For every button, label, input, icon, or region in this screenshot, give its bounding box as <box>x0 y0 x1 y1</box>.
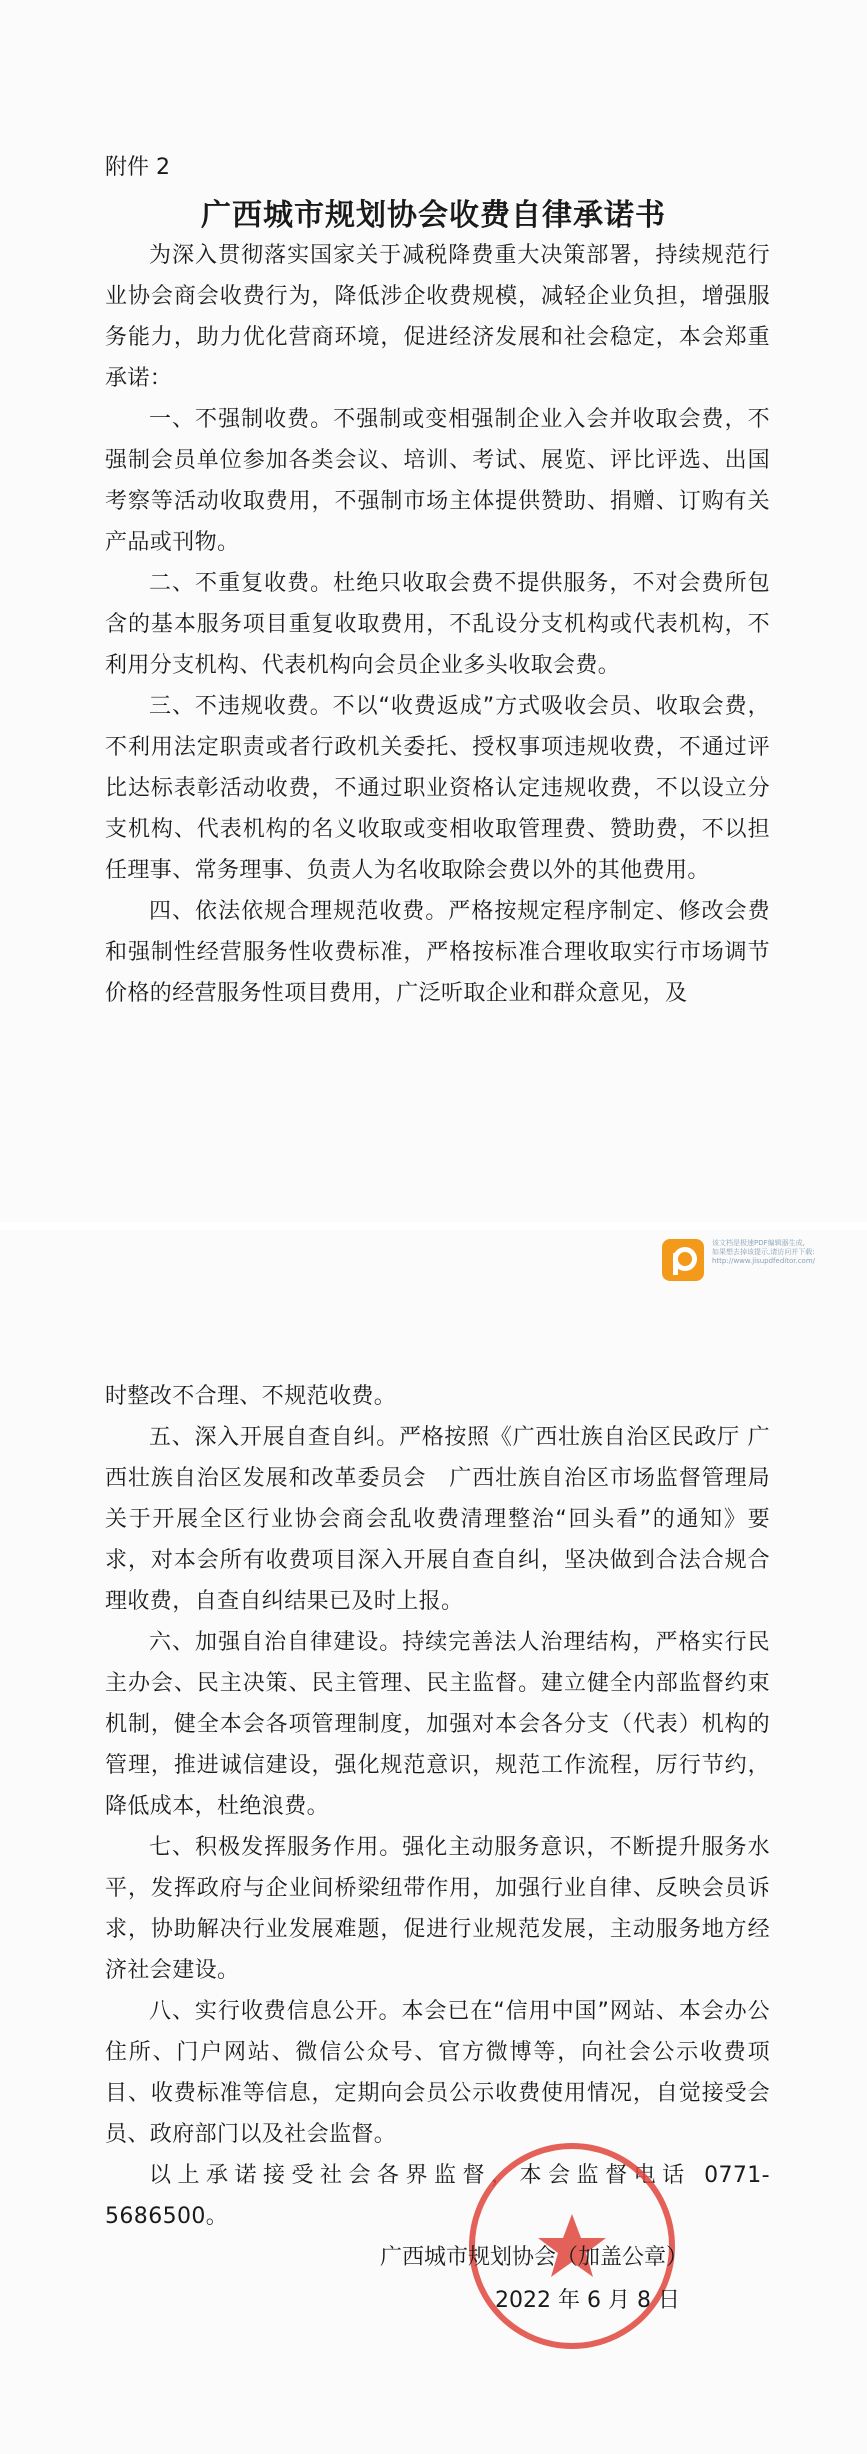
commitment-7: 七、积极发挥服务作用。强化主动服务意识，不断提升服务水平，发挥政府与企业间桥梁纽带作用，加强行业自律、反映会员诉求，协助解决行业发展难题，促进行业规范发展，主动服务地方经济社会建设。 <box>105 1835 770 1983</box>
commitment-6: 六、加强自治自律建设。持续完善法人治理结构，严格实行民主办会、民主决策、民主管理、民主监督。建立健全内部监督约束机制，健全本会各项管理制度，加强对本会各分支（代表）机构的管理，推进诚信建设，强化规范意识，规范工作流程，厉行节约，降低成本，杜绝浪费。 <box>105 1630 770 1819</box>
intro-paragraph: 为深入贯彻落实国家关于减税降费重大决策部署，持续规范行业协会商会收费行为，降低涉企收费规模，减轻企业负担，增强服务能力，助力优化营商环境，促进经济发展和社会稳定，本会郑重承诺： <box>105 243 770 391</box>
document-title: 广西城市规划协会收费自律承诺书 <box>201 198 666 233</box>
attachment-label: 附件 2 <box>105 155 170 180</box>
watermark-line-3: http://www.jisupdfeditor.com/ <box>712 1257 816 1265</box>
pdf-editor-logo-icon <box>662 1239 704 1281</box>
document-page-1 <box>0 0 867 1223</box>
commitment-3: 三、不违规收费。不以“收费返成”方式吸收会员、收取会费，不利用法定职责或者行政机关委托、授权事项违规收费，不通过评比达标表彰活动收费，不通过职业资格认定违规收费，不以设立分支机构、代表机构的名义收取或变相收取管理费、赞助费，不以担任理事、常务理事、负责人为名收取除会费以外的其他费用。 <box>105 694 770 883</box>
page-2-body <box>105 1376 770 2237</box>
signing-date: 2022 年 6 月 8 日 <box>495 2288 680 2313</box>
commitment-5: 五、深入开展自查自纠。严格按照《广西壮族自治区民政厅 广西壮族自治区发展和改革委员会 广西壮族自治区市场监督管理局关于开展全区行业协会商会乱收费清理整治“回头看”的通知》要求，对本会所有收费项目深入开展自查自纠，坚决做到合法合规合理收费，自查自纠结果已及时上报。 <box>105 1425 770 1614</box>
page-gap <box>0 1222 867 1230</box>
watermark-text <box>712 1239 822 1266</box>
commitment-4-continuation: 时整改不合理、不规范收费。 <box>105 1384 397 1409</box>
commitment-2: 二、不重复收费。杜绝只收取会费不提供服务，不对会费所包含的基本服务项目重复收取费用，不乱设分支机构或代表机构，不利用分支机构、代表机构向会员企业多头收取会费。 <box>105 571 770 678</box>
commitment-8: 八、实行收费信息公开。本会已在“信用中国”网站、本会办公住所、门户网站、微信公众号、官方微博等，向社会公示收费项目、收费标准等信息，定期向会员公示收费使用情况，自觉接受会员、政府部门以及社会监督。 <box>105 1999 770 2147</box>
page-1-body <box>105 235 770 1014</box>
pdf-editor-watermark <box>662 1239 822 1281</box>
commitment-1: 一、不强制收费。不强制或变相强制企业入会并收取会费，不强制会员单位参加各类会议、培训、考试、展览、评比评选、出国考察等活动收取费用，不强制市场主体提供赞助、捐赠、订购有关产品或刊物。 <box>105 407 770 555</box>
watermark-line-2: 如果想去掉该提示,请访问并下载: <box>712 1248 815 1256</box>
closing-statement: 以上承诺接受社会各界监督，本会监督电话 0771-5686500。 <box>105 2163 770 2229</box>
commitment-4: 四、依法依规合理规范收费。严格按规定程序制定、修改会费和强制性经营服务性收费标准，严格按标准合理收取实行市场调节价格的经营服务性项目费用，广泛听取企业和群众意见，及 <box>105 899 770 1006</box>
watermark-line-1: 该文档是极速PDF编辑器生成, <box>712 1239 805 1247</box>
signature-line: 广西城市规划协会（加盖公章） <box>380 2245 689 2270</box>
